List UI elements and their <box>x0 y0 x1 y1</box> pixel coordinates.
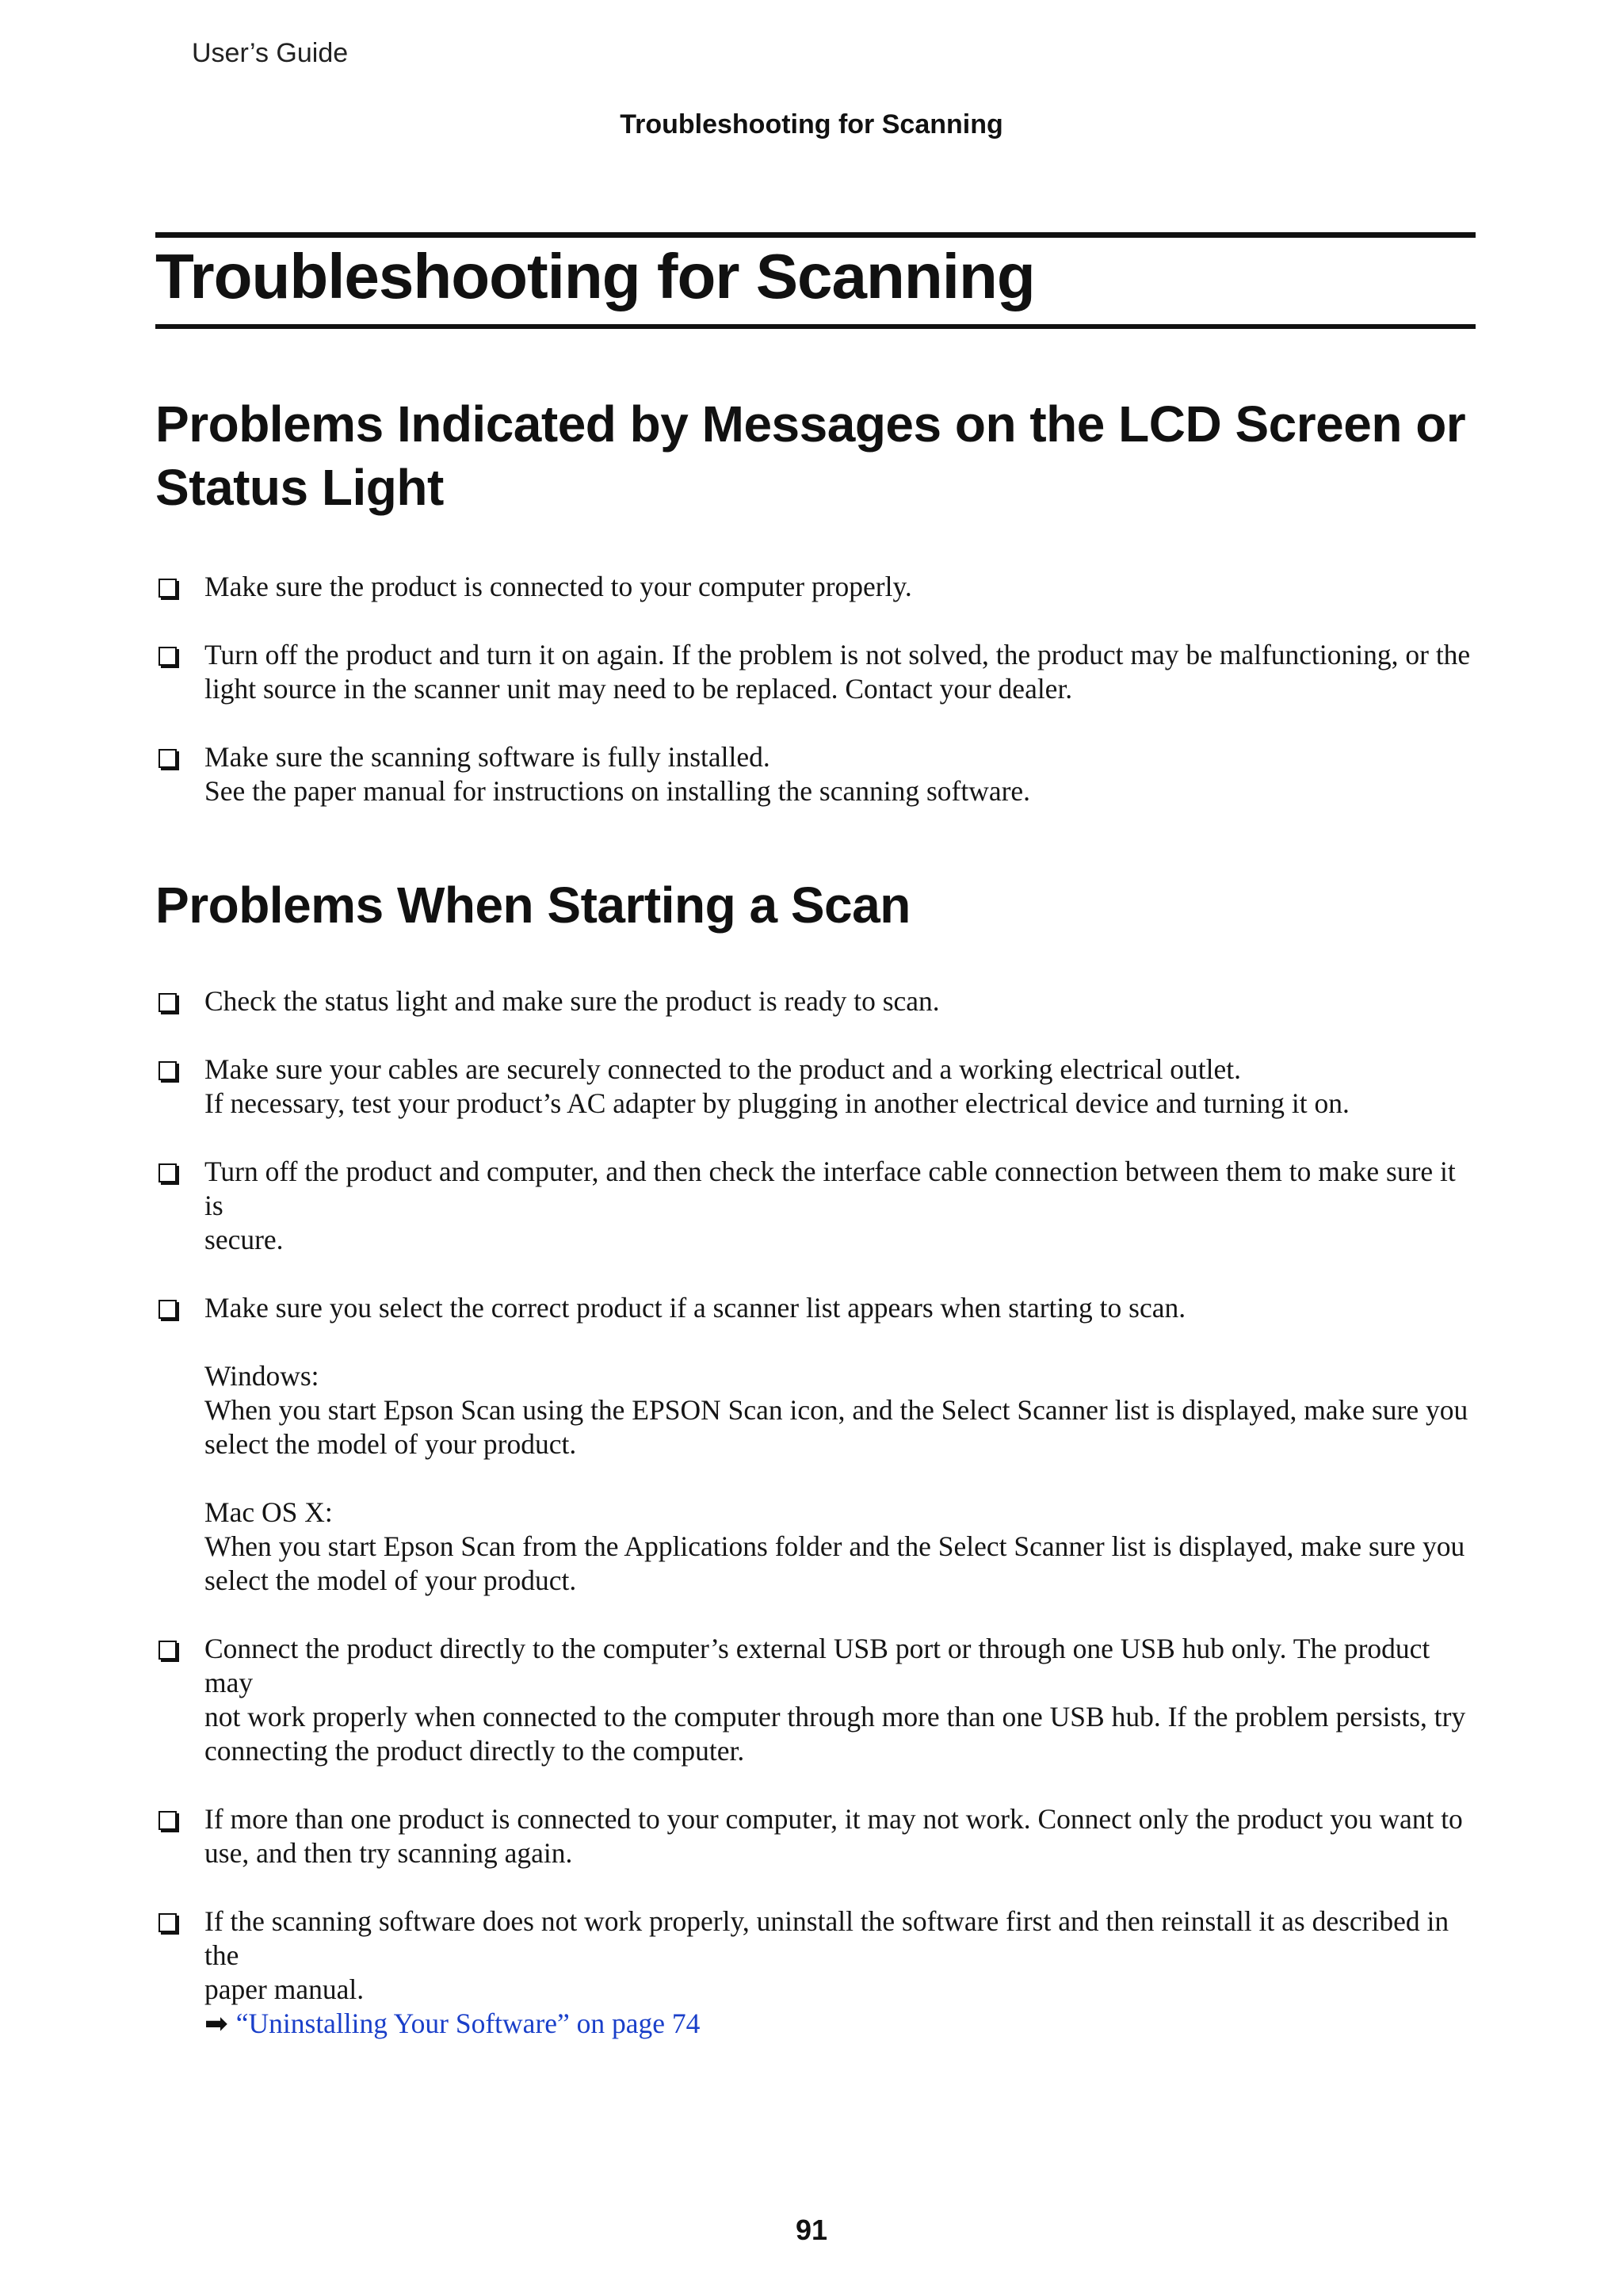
list-item <box>155 740 1476 808</box>
list-item-text: Turn off the product and computer, and then check the interface cable connection between them to make sure it is <box>204 1156 1456 1221</box>
list-item-text: not work properly when connected to the computer through more than one USB hub. If the problem persists, try <box>204 1701 1466 1733</box>
running-head: Troubleshooting for Scanning <box>620 109 1003 139</box>
list-item-text: Make sure the product is connected to your computer properly. <box>204 571 912 602</box>
list-item <box>155 1052 1476 1121</box>
checkbox-bullet-icon <box>158 647 177 666</box>
checkbox-bullet-icon <box>158 749 177 768</box>
list-item <box>155 1904 1476 2041</box>
section-title-line: Problems When Starting a Scan <box>155 877 911 934</box>
list-item-text: secure. <box>204 1224 284 1255</box>
checkbox-bullet-icon <box>158 1641 177 1660</box>
list-item-text: If the scanning software does not work properly, uninstall the software first and then reinstall it as described in the <box>204 1905 1449 1971</box>
section-title-line: Status Light <box>155 459 444 516</box>
list-item-text: Connect the product directly to the computer’s external USB port or through one USB hub only. The product may <box>204 1633 1430 1698</box>
list-item-text: When you start Epson Scan using the EPSON Scan icon, and the Select Scanner list is displayed, make sure you <box>204 1394 1468 1426</box>
list-item-text: Make sure your cables are securely connected to the product and a working electrical outlet. <box>204 1053 1242 1085</box>
mac-label: Mac OS X: <box>204 1496 333 1528</box>
windows-label: Windows: <box>204 1360 319 1392</box>
chapter-rule-top <box>155 232 1476 238</box>
checkbox-bullet-icon <box>158 1300 177 1319</box>
list-item-text: If necessary, test your product’s AC adapter by plugging in another electrical device and turning it on. <box>204 1087 1350 1119</box>
list-item <box>155 1155 1476 1257</box>
list-item <box>155 638 1476 706</box>
checkbox-bullet-icon <box>158 1163 177 1182</box>
list-item-text: If more than one product is connected to your computer, it may not work. Connect only the product you want to <box>204 1803 1463 1835</box>
uninstalling-software-link[interactable] <box>204 2007 1476 2041</box>
starting-scan-list <box>155 984 1476 2041</box>
list-item <box>155 1632 1476 1768</box>
checkbox-bullet-icon <box>158 1913 177 1932</box>
checkbox-bullet-icon <box>158 1811 177 1830</box>
section-title-line: Problems Indicated by Messages on the LCD Screen or <box>155 395 1466 453</box>
list-item <box>155 1802 1476 1870</box>
section-title-starting-scan <box>155 873 1487 937</box>
arrow-right-icon: ➡ <box>204 2008 228 2039</box>
checkbox-bullet-icon <box>158 1061 177 1080</box>
guide-label: User’s Guide <box>192 38 349 68</box>
checkbox-bullet-icon <box>158 579 177 598</box>
list-item-text: use, and then try scanning again. <box>204 1837 573 1869</box>
list-item <box>155 984 1476 1018</box>
list-item-text: When you start Epson Scan from the Applications folder and the Select Scanner list is displayed, make sure you <box>204 1530 1465 1562</box>
list-item-text: connecting the product directly to the computer. <box>204 1735 745 1767</box>
list-item-text: select the model of your product. <box>204 1428 577 1460</box>
list-item-text: Make sure you select the correct product if a scanner list appears when starting to scan. <box>204 1292 1186 1324</box>
list-item-text: paper manual. <box>204 1973 365 2005</box>
link-text[interactable]: “Uninstalling Your Software” on page 74 <box>235 2008 701 2039</box>
list-item-text: light source in the scanner unit may need to be replaced. Contact your dealer. <box>204 673 1073 705</box>
list-item-text: See the paper manual for instructions on installing the scanning software. <box>204 775 1031 807</box>
list-item-text: Make sure the scanning software is fully installed. <box>204 741 770 773</box>
list-item <box>155 570 1476 604</box>
list-item <box>155 1291 1476 1598</box>
list-item-text: select the model of your product. <box>204 1564 577 1596</box>
checkbox-bullet-icon <box>158 993 177 1012</box>
page-number: 91 <box>795 2214 828 2246</box>
lcd-messages-list <box>155 570 1476 808</box>
list-item-text: Check the status light and make sure the product is ready to scan. <box>204 985 940 1017</box>
list-item-text: Turn off the product and turn it on again. If the problem is not solved, the product may be malfunctioning, or the <box>204 639 1471 670</box>
section-title-lcd-messages <box>155 392 1487 519</box>
chapter-title: Troubleshooting for Scanning <box>155 241 1035 311</box>
chapter-rule-bottom <box>155 324 1476 329</box>
